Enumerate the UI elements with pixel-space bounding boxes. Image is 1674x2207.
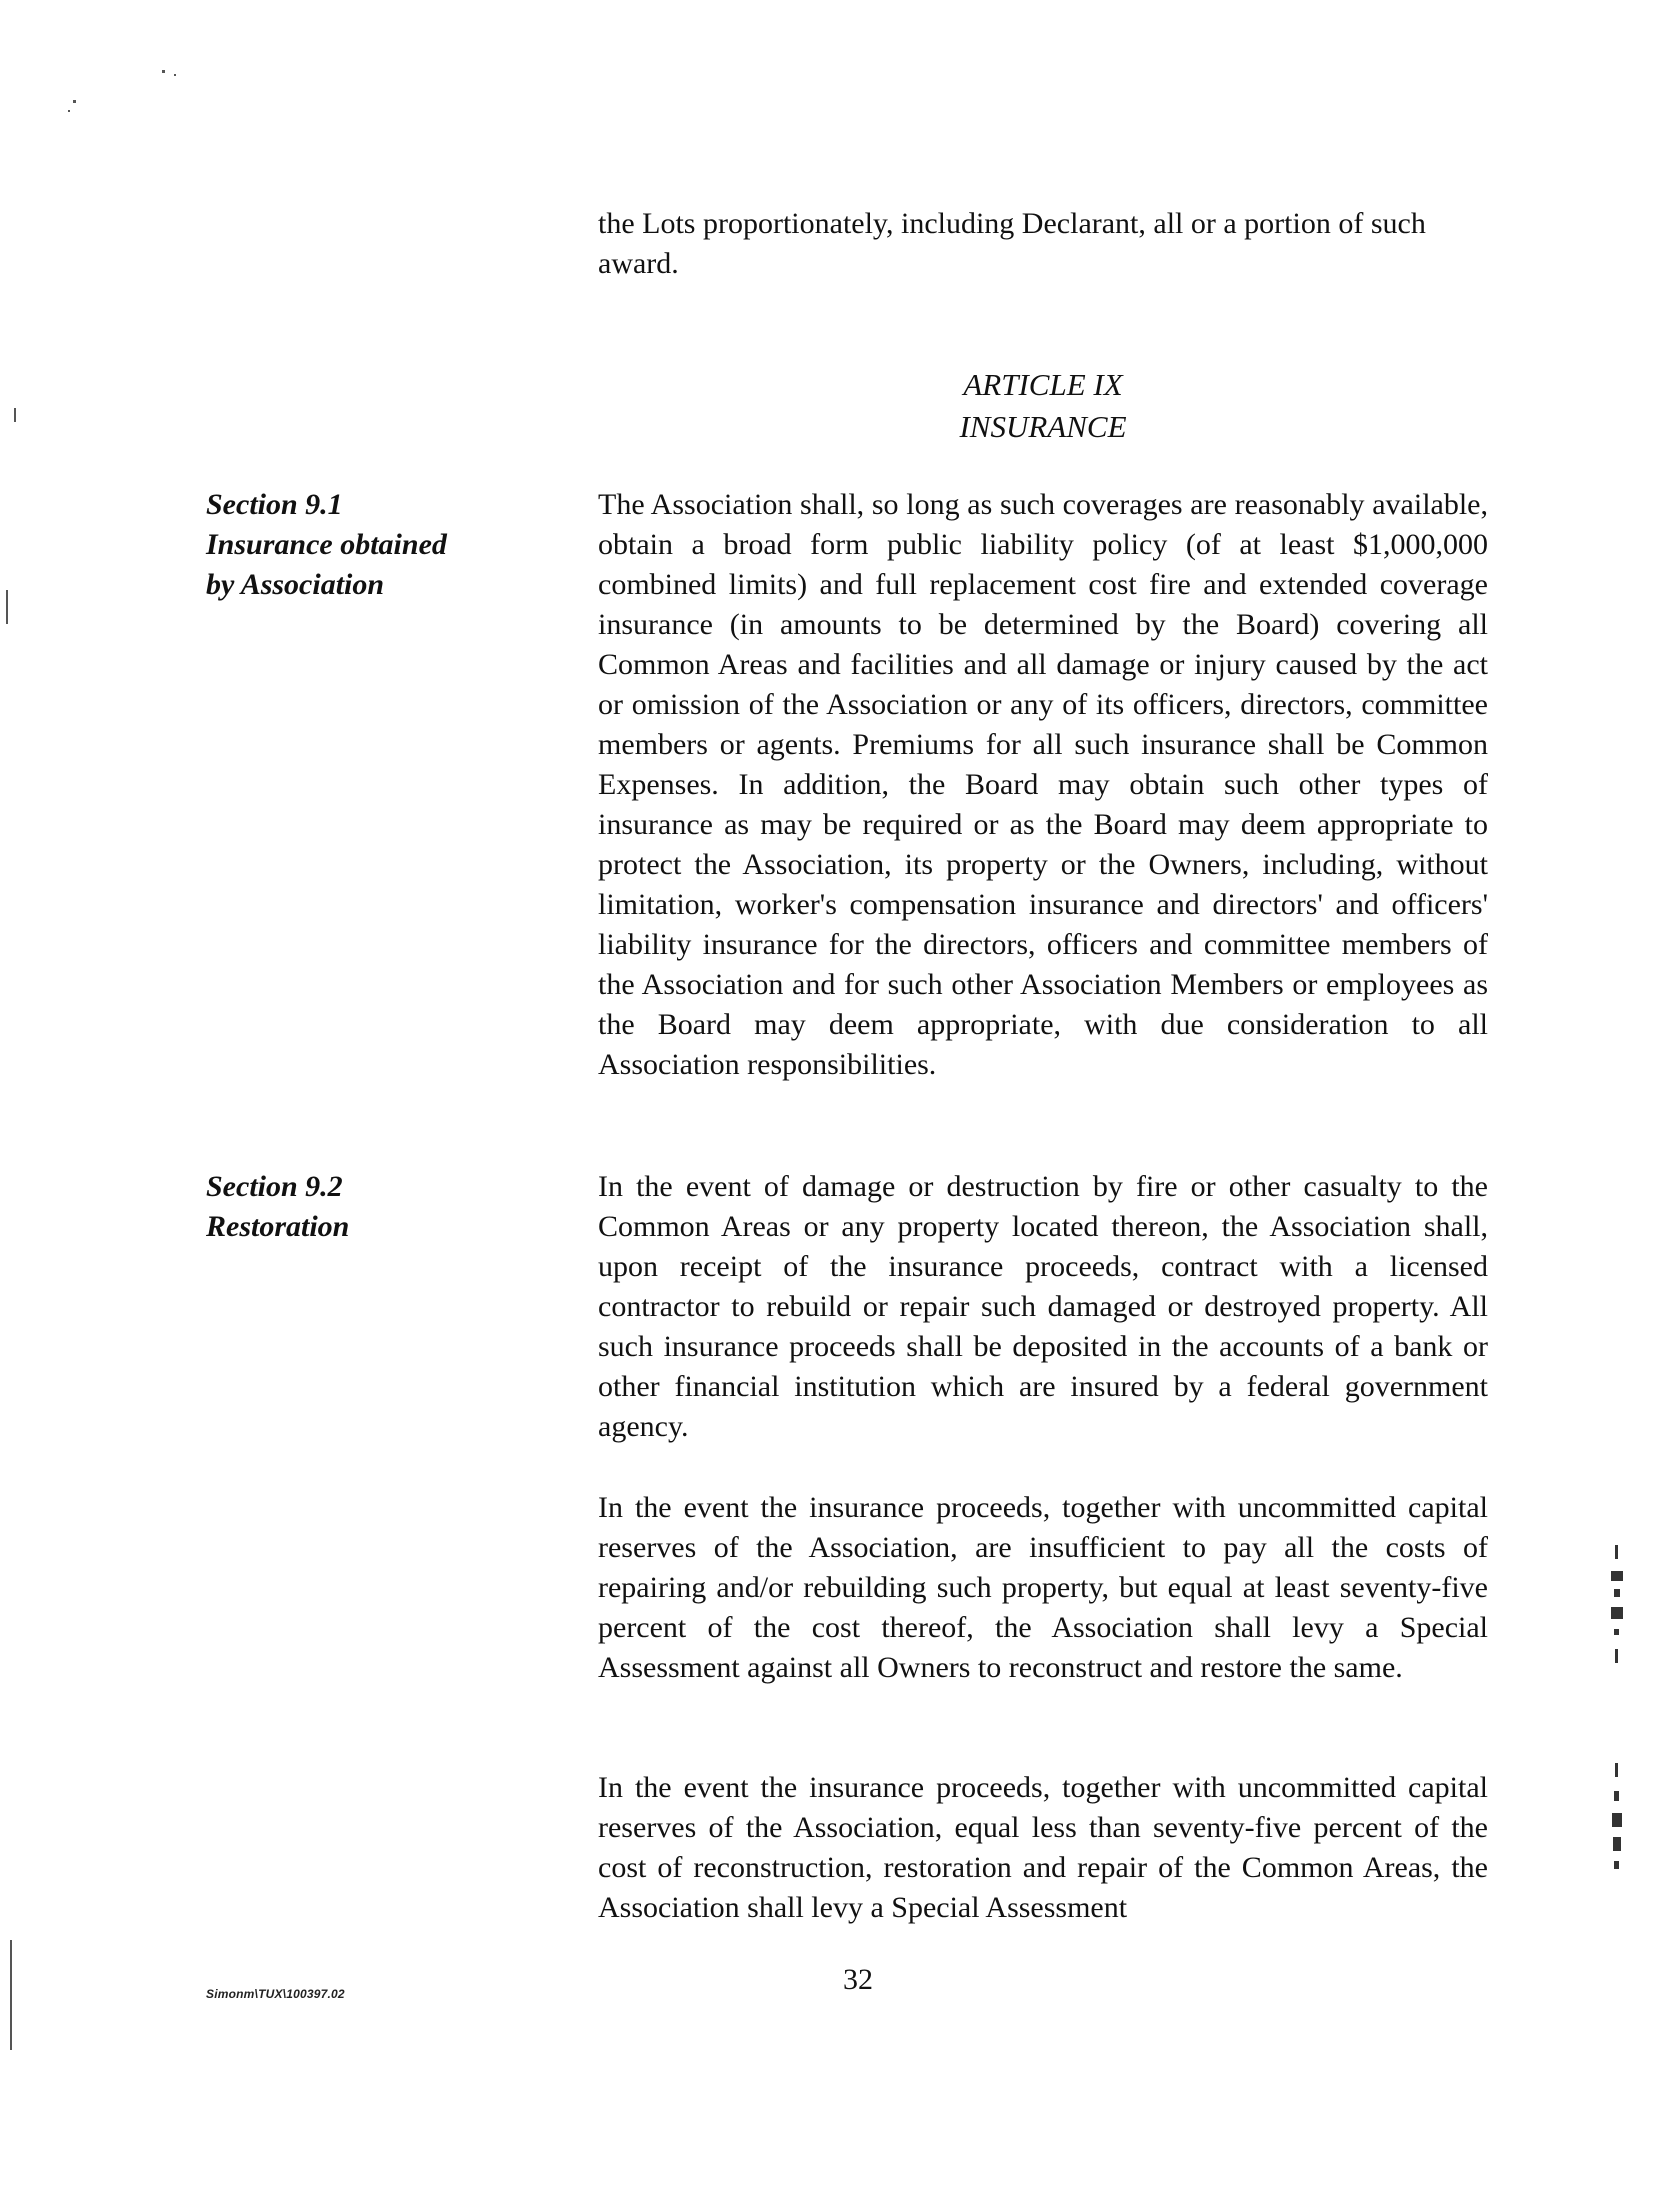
scan-speck	[174, 74, 176, 76]
section-9-1-heading	[206, 485, 526, 605]
section-9-2-paragraph-2: In the event the insurance proceeds, together with uncommitted capital reserves of the Association, are insufficient to pay all the costs of repairing and/or rebuilding such property, but equal at least seventy-five percent of the cost thereof, the Association shall levy a Special Assessment against all Owners to reconstruct and restore the same.	[598, 1491, 1488, 1684]
scan-speck	[14, 408, 16, 422]
section-9-2-paragraph-3: In the event the insurance proceeds, together with uncommitted capital reserves of the Association, equal less than seventy-five percent of the cost of reconstruction, restoration and repair of the Common Areas, the Association shall levy a Special Assessment	[598, 1771, 1488, 1924]
section-9-1-paragraph: The Association shall, so long as such coverages are reasonably available, obtain a broad form public liability policy (of at least $1,000,000 combined limits) and full replacement cost fire and extended coverage insurance (in amounts to be determined by the Board) covering all Common Areas and facilities and all damage or injury caused by the act or omission of the Association or any of its officers, directors, committee members or agents. Premiums for all such insurance shall be Common Expenses. In addition, the Board may obtain such other types of insurance as may be required or as the Board may deem appropriate to protect the Association, its property or the Owners, including, without limitation, worker's compensation insurance and directors' and officers' liability insurance for the directors, officers and committee members of the Association and for such other Association Members or employees as the Board may deem appropriate, with due consideration to all Association responsibilities.	[598, 488, 1488, 1081]
section-label: Section 9.1	[206, 488, 343, 521]
article-title: INSURANCE	[959, 409, 1127, 444]
scan-speck	[10, 1940, 12, 2050]
scan-speck	[68, 110, 70, 112]
continuation-paragraph: the Lots proportionately, including Declarant, all or a portion of such award.	[598, 207, 1426, 280]
scan-speck	[6, 590, 8, 624]
section-title-line: Restoration	[206, 1210, 350, 1243]
scan-speck	[162, 70, 165, 73]
section-title-line: Insurance obtained	[206, 528, 447, 561]
section-9-2-paragraph-1: In the event of damage or destruction by fire or other casualty to the Common Areas or any property located thereon, the Association shall, upon receipt of the insurance proceeds, contract with a licensed contractor to rebuild or repair such damaged or destroyed property. All such insurance proceeds shall be deposited in the accounts of a bank or other financial institution which are insured by a federal government agency.	[598, 1170, 1488, 1443]
section-label: Section 9.2	[206, 1170, 343, 1203]
section-title-line: by Association	[206, 568, 385, 601]
article-heading	[598, 364, 1488, 448]
scan-speck	[73, 100, 76, 103]
page-number: 32	[843, 1963, 873, 1996]
section-9-2-heading	[206, 1167, 526, 1247]
document-id: Simonm\TUX\100397.02	[206, 1987, 345, 2001]
article-number: ARTICLE IX	[963, 367, 1123, 402]
margin-stamp-mark	[1606, 1545, 1628, 1885]
